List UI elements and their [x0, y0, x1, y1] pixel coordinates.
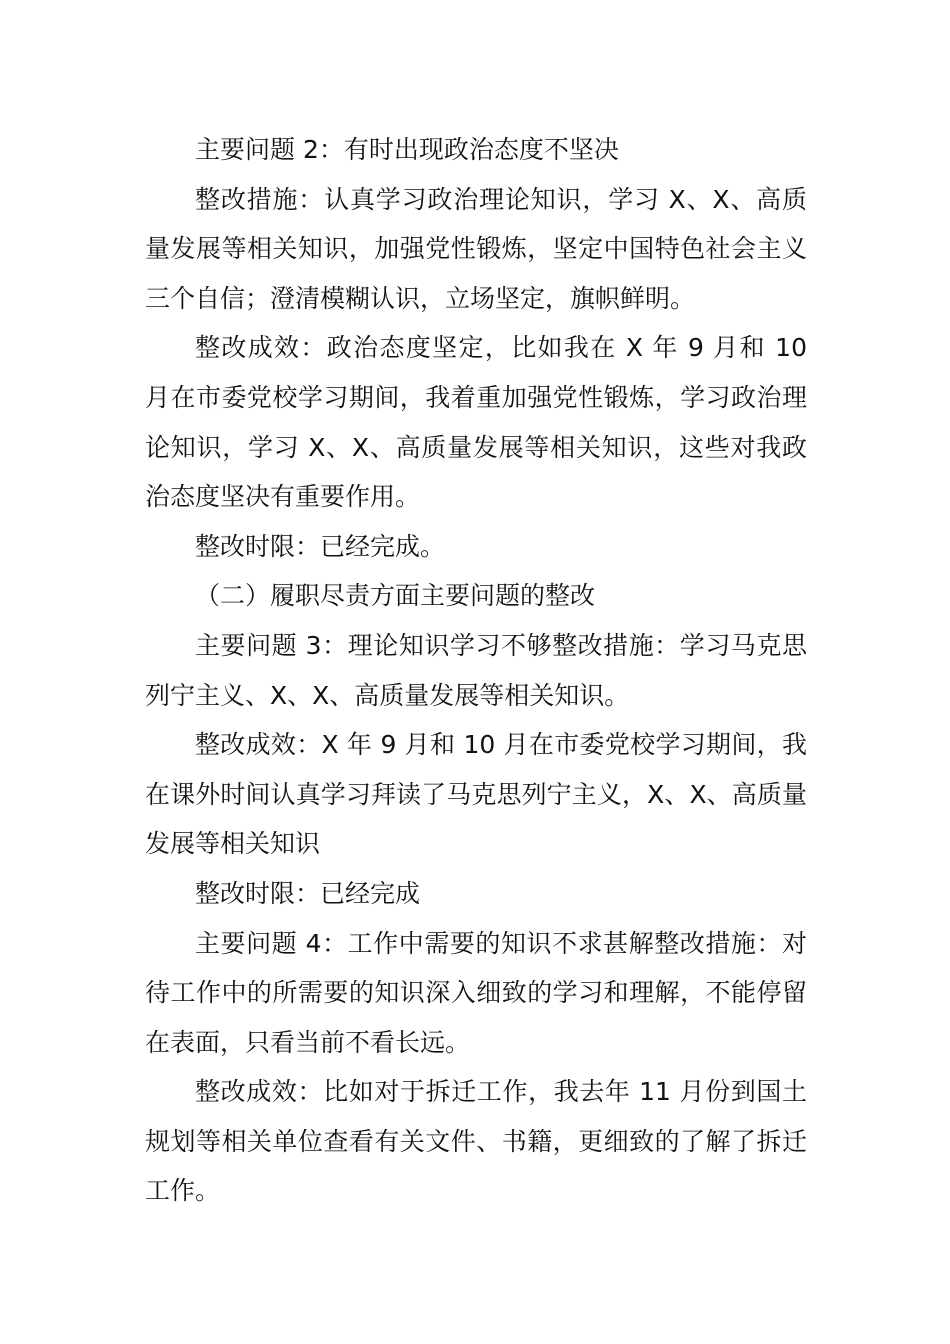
- section-heading-2: （二）履职尽责方面主要问题的整改: [195, 581, 596, 611]
- problem-3-deadline: 整改时限：已经完成: [195, 878, 421, 908]
- problem-2-measures: 整改措施：认真学习政治理论知识，学习 X、X、高质量发展等相关知识，加强党性锻炼，坚定中国特色社会主义三个自信；澄清模糊认识，立场坚定，旗帜鲜明。: [145, 184, 807, 313]
- problem-2-title: 主要问题 2：有时出现政治态度不坚决: [195, 135, 619, 164]
- problem-3-results: 整改成效：X 年 9 月和 10 月在市委党校学习期间，我在课外时间认真学习拜读了马克思列宁主义，X、X、高质量发展等相关知识: [145, 730, 807, 859]
- problem-3-title-measures: 主要问题 3：理论知识学习不够整改措施：学习马克思列宁主义、X、X、高质量发展等相关知识。: [145, 630, 807, 710]
- problem-2-deadline: 整改时限：已经完成。: [195, 531, 446, 561]
- problem-4-results: 整改成效：比如对于拆迁工作，我去年 11 月份到国土规划等相关单位查看有关文件、书籍，更细致的了解了拆迁工作。: [145, 1077, 807, 1206]
- problem-4-title-measures: 主要问题 4：工作中需要的知识不求甚解整改措施：对待工作中的所需要的知识深入细致的学习和理解，不能停留在表面，只看当前不看长远。: [145, 928, 807, 1057]
- document-page: [145, 125, 807, 1216]
- problem-2-results: 整改成效：政治态度坚定，比如我在 X 年 9 月和 10 月在市委党校学习期间，我着重加强党性锻炼，学习政治理论知识，学习 X、X、高质量发展等相关知识，这些对我政治态度坚决有重要作用。: [145, 333, 807, 512]
